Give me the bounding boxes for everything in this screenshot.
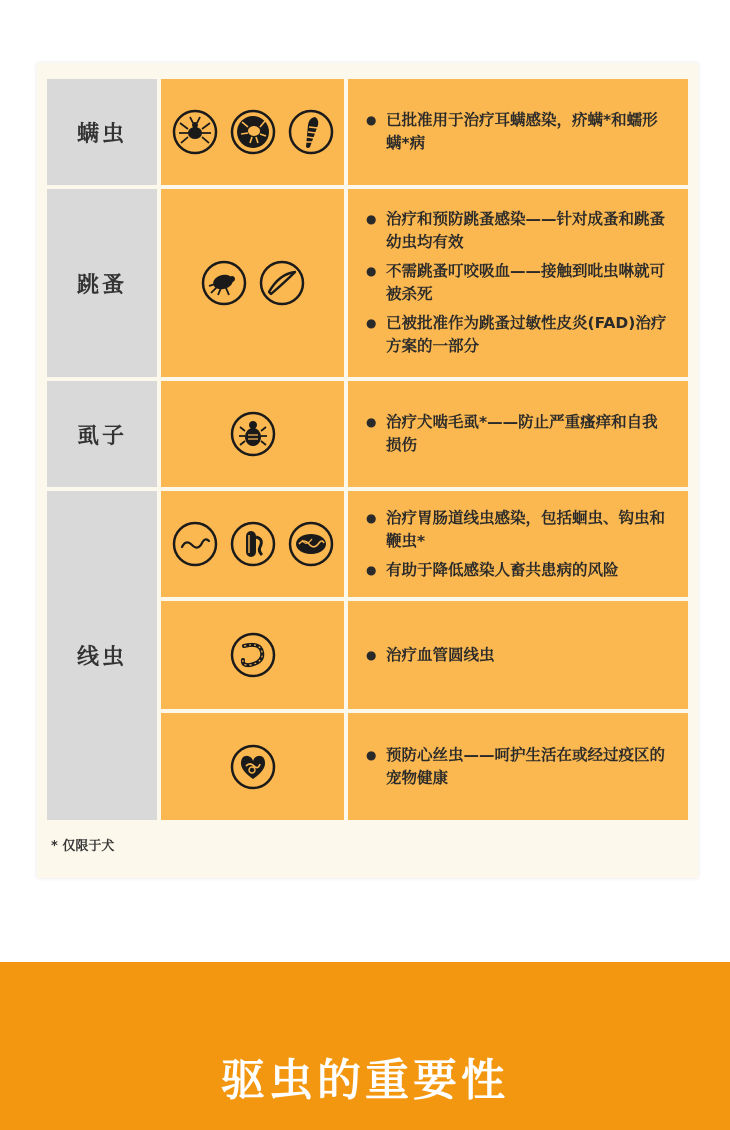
description-mites bbox=[348, 79, 688, 185]
footnote: * 仅限于犬 bbox=[51, 839, 115, 854]
bullet-item: ● 治疗胃肠道线虫感染，包括蛔虫、钩虫和鞭虫* bbox=[366, 507, 670, 553]
bullet-dot: ● bbox=[366, 647, 377, 662]
bullet-item: ● 不需跳蚤叮咬吸血——接触到吡虫啉就可被杀死 bbox=[366, 260, 670, 306]
roundworm-icon bbox=[172, 521, 218, 567]
icons-lungworm bbox=[161, 601, 344, 709]
icons-heartworm bbox=[161, 713, 344, 820]
description-gi-nematodes bbox=[348, 491, 688, 597]
whipworm-icon bbox=[288, 521, 334, 567]
bullet-item: ● 有助于降低感染人畜共患病的风险 bbox=[366, 559, 670, 582]
demodex-mite-icon bbox=[288, 109, 334, 155]
bullet-dot: ● bbox=[366, 113, 377, 127]
description-lungworm bbox=[348, 601, 688, 709]
section-title: 驱虫的重要性 bbox=[221, 1055, 509, 1106]
category-fleas: 跳蚤 bbox=[47, 189, 157, 377]
bullet-item: ● 治疗犬啮毛虱*——防止严重瘙痒和自我损伤 bbox=[366, 411, 670, 457]
bullet-item: ● 预防心丝虫——呵护生活在或经过疫区的宠物健康 bbox=[366, 744, 670, 790]
icons-mites bbox=[161, 79, 344, 185]
bullet-item: ● 已批准用于治疗耳螨感染，疥螨*和蠕形螨*病 bbox=[366, 109, 670, 155]
louse-icon bbox=[230, 411, 276, 457]
category-mites: 螨虫 bbox=[47, 79, 157, 185]
bullet-dot: ● bbox=[366, 212, 377, 226]
bullet-item: ● 治疗和预防跳蚤感染——针对成蚤和跳蚤幼虫均有效 bbox=[366, 208, 670, 254]
bullet-dot: ● bbox=[366, 562, 377, 577]
category-nematodes: 线虫 bbox=[47, 491, 157, 820]
bullet-dot: ● bbox=[366, 415, 377, 429]
ear-mite-icon bbox=[230, 109, 276, 155]
bullet-dot: ● bbox=[366, 264, 377, 278]
parasite-table-card bbox=[37, 63, 698, 878]
description-lice bbox=[348, 381, 688, 487]
bullet-dot: ● bbox=[366, 747, 377, 762]
description-fleas bbox=[348, 189, 688, 377]
hookworm-icon bbox=[230, 521, 276, 567]
icons-lice bbox=[161, 381, 344, 487]
lungworm-icon bbox=[230, 632, 276, 678]
flea-icon bbox=[201, 260, 247, 306]
mite-icon bbox=[172, 109, 218, 155]
description-heartworm bbox=[348, 713, 688, 820]
bullet-dot: ● bbox=[366, 510, 377, 525]
flea-larva-icon bbox=[259, 260, 305, 306]
bullet-item: ● 已被批准作为跳蚤过敏性皮炎(FAD)治疗方案的一部分 bbox=[366, 312, 670, 358]
icons-fleas bbox=[161, 189, 344, 377]
heartworm-icon bbox=[230, 744, 276, 790]
bullet-dot: ● bbox=[366, 316, 377, 330]
icons-gi-nematodes bbox=[161, 491, 344, 597]
bullet-item: ● 治疗血管圆线虫 bbox=[366, 644, 670, 667]
category-lice: 虱子 bbox=[47, 381, 157, 487]
section-banner bbox=[0, 962, 730, 1130]
parasite-table bbox=[47, 79, 688, 820]
